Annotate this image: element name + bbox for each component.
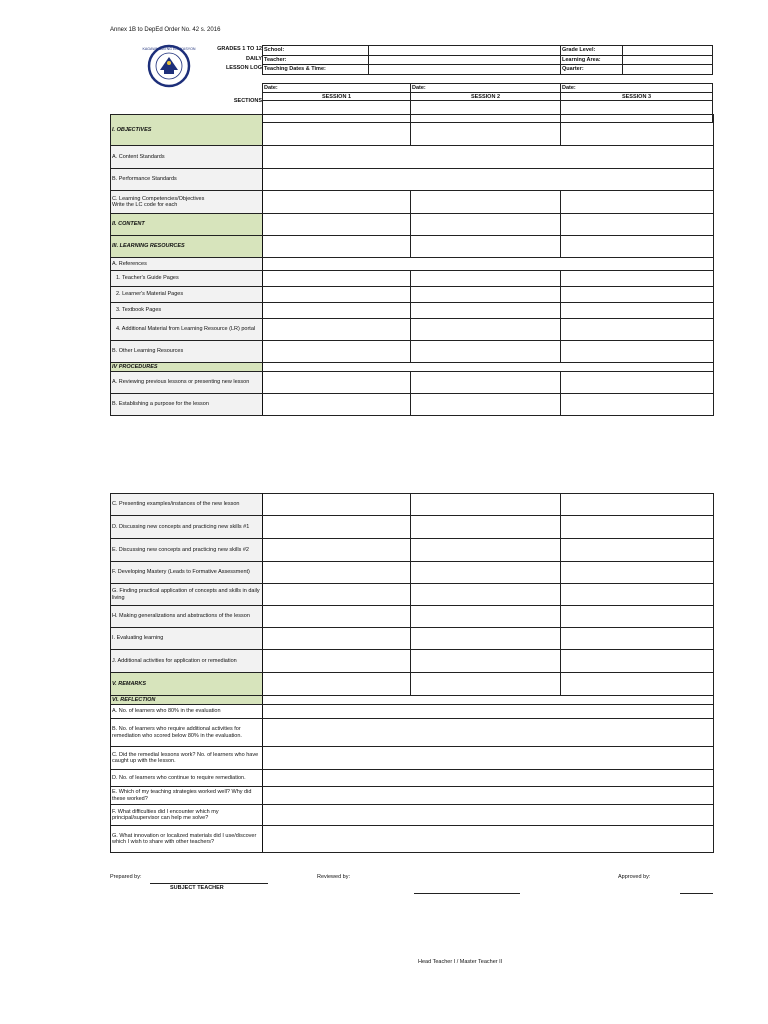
cell[interactable]: [263, 516, 411, 539]
cell[interactable]: [561, 562, 714, 584]
cell[interactable]: [411, 303, 561, 319]
practical-application-label: G. Finding practical application of concepts and skills in daily living: [111, 584, 263, 606]
cell[interactable]: [561, 287, 714, 303]
procedures-field[interactable]: [263, 363, 714, 372]
cell[interactable]: [263, 584, 411, 606]
cell[interactable]: [263, 341, 411, 363]
learning-area-label: Learning Area:: [561, 55, 623, 65]
reflection-d-field[interactable]: [263, 770, 714, 787]
cell[interactable]: [411, 341, 561, 363]
cell[interactable]: [263, 539, 411, 562]
dates-time-field[interactable]: [369, 65, 561, 75]
reviewed-by-line[interactable]: [414, 893, 520, 894]
cell[interactable]: [411, 584, 561, 606]
additional-activities-label: J. Additional activities for application or remediation: [111, 650, 263, 673]
subject-teacher-label: SUBJECT TEACHER: [170, 885, 224, 891]
reflection-heading: VI. REFLECTION: [111, 696, 263, 705]
references-field[interactable]: [263, 258, 714, 271]
cell[interactable]: [561, 341, 714, 363]
cell[interactable]: [263, 191, 411, 214]
learning-competencies-line2: Write the LC code for each: [112, 202, 178, 208]
cell[interactable]: [411, 628, 561, 650]
learning-competencies-line1: C. Learning Competencies/Objectives: [112, 195, 205, 202]
content-standards-field[interactable]: [263, 146, 714, 169]
cell[interactable]: [411, 236, 561, 258]
cell[interactable]: [561, 516, 714, 539]
cell[interactable]: [561, 303, 714, 319]
discussing-concepts-1-label: D. Discussing new concepts and practicing new skills #1: [111, 516, 263, 539]
learning-competencies-label: [111, 191, 263, 214]
reflection-e-label: E. Which of my teaching strategies worked well? Why did these worked?: [111, 787, 263, 805]
cell[interactable]: [411, 516, 561, 539]
cell[interactable]: [263, 673, 411, 696]
developing-mastery-label: F. Developing Mastery (Leads to Formative Assessment): [111, 562, 263, 584]
cell[interactable]: [263, 319, 411, 341]
cell[interactable]: [411, 394, 561, 416]
reflection-a-field[interactable]: [263, 705, 714, 719]
cell[interactable]: [561, 494, 714, 516]
reviewing-lessons-label: A. Reviewing previous lessons or presenting new lesson: [111, 372, 263, 394]
reflection-b-label: B. No. of learners who require additional activities for remediation who scored below 80% in the evaluation.: [111, 719, 263, 747]
references-label: A. References: [111, 258, 263, 271]
discussing-concepts-2-label: E. Discussing new concepts and practicing new skills #2: [111, 539, 263, 562]
session3-date[interactable]: Date:: [561, 84, 713, 93]
cell[interactable]: [561, 115, 714, 146]
cell[interactable]: [411, 319, 561, 341]
reflection-c-label: C. Did the remedial lessons work? No. of learners who have caught up with the lesson.: [111, 747, 263, 770]
approved-by-line[interactable]: [680, 893, 713, 894]
header-label-grades: GRADES 1 TO 12: [217, 46, 262, 52]
header-labels: [200, 45, 262, 74]
presenting-examples-label: C. Presenting examples/instances of the new lesson: [111, 494, 263, 516]
cell[interactable]: [263, 115, 411, 146]
cell[interactable]: [411, 191, 561, 214]
cell[interactable]: [561, 628, 714, 650]
reflection-f-label: F. What difficulties did I encounter which my principal/supervisor can help me solve?: [111, 805, 263, 826]
header-label-daily: DAILY: [246, 55, 262, 62]
cell[interactable]: [263, 287, 411, 303]
other-resources-label: B. Other Learning Resources: [111, 341, 263, 363]
reflection-e-field[interactable]: [263, 787, 714, 805]
cell[interactable]: [263, 606, 411, 628]
prepared-by-label: Prepared by:: [110, 874, 142, 880]
reflection-f-field[interactable]: [263, 805, 714, 826]
reflection-c-field[interactable]: [263, 747, 714, 770]
deped-seal: [140, 44, 198, 88]
cell[interactable]: [411, 115, 561, 146]
textbook-pages-label: 3. Textbook Pages: [111, 303, 263, 319]
session3-heading: SESSION 3: [561, 93, 713, 101]
reflection-d-label: D. No. of learners who continue to require remediation.: [111, 770, 263, 787]
lesson-log-table-part2: [110, 493, 714, 853]
reflection-b-field[interactable]: [263, 719, 714, 747]
cell[interactable]: [561, 394, 714, 416]
quarter-label: Quarter:: [561, 65, 623, 75]
cell[interactable]: [561, 214, 714, 236]
content-heading: II. CONTENT: [111, 214, 263, 236]
cell[interactable]: [561, 539, 714, 562]
reviewed-by-label: Reviewed by:: [317, 874, 351, 880]
cell[interactable]: [561, 673, 714, 696]
establishing-purpose-label: B. Establishing a purpose for the lesson: [111, 394, 263, 416]
teacher-label: Teacher:: [263, 55, 369, 65]
cell[interactable]: [561, 271, 714, 287]
cell[interactable]: [263, 214, 411, 236]
session2-heading: SESSION 2: [411, 93, 561, 101]
evaluating-learning-label: I. Evaluating learning: [111, 628, 263, 650]
reflection-field[interactable]: [263, 696, 714, 705]
cell[interactable]: [561, 191, 714, 214]
cell[interactable]: [561, 319, 714, 341]
session1-date[interactable]: Date:: [263, 84, 411, 93]
prepared-by-line[interactable]: [150, 883, 268, 884]
learning-area-field[interactable]: [623, 55, 713, 65]
cell[interactable]: [411, 494, 561, 516]
cell[interactable]: [263, 271, 411, 287]
cell[interactable]: [561, 650, 714, 673]
cell[interactable]: [561, 372, 714, 394]
approved-by-label: Approved by:: [618, 874, 651, 880]
cell[interactable]: [411, 271, 561, 287]
seal-lettering: KAGAWARAN NG EDUKASYON: [142, 47, 196, 51]
cell[interactable]: [263, 372, 411, 394]
header-label-lesson-log: LESSON LOG: [225, 65, 262, 71]
school-label: School:: [263, 46, 369, 56]
reflection-g-label: G. What innovation or localized materials did I use/discover which I wish to share with other teachers?: [111, 826, 263, 853]
header-info-table: [262, 45, 713, 75]
cell[interactable]: [411, 650, 561, 673]
dates-time-label: Teaching Dates & Time:: [263, 65, 369, 75]
lr-portal-label: 4. Additional Material from Learning Resource (LR) portal: [111, 319, 263, 341]
cell[interactable]: [561, 584, 714, 606]
cell[interactable]: [411, 287, 561, 303]
lesson-log-table-part1: [110, 114, 714, 416]
grade-level-field[interactable]: [623, 46, 713, 56]
teacher-field[interactable]: [369, 55, 561, 65]
performance-standards-field[interactable]: [263, 169, 714, 191]
annex-title: Annex 1B to DepEd Order No. 42 s. 2016: [110, 27, 221, 33]
learners-material-label: 2. Learner's Material Pages: [111, 287, 263, 303]
session1-heading: SESSION 1: [263, 93, 411, 101]
cell[interactable]: [411, 562, 561, 584]
remarks-heading: V. REMARKS: [111, 673, 263, 696]
generalizations-label: H. Making generalizations and abstractions of the lesson: [111, 606, 263, 628]
objectives-heading: I. OBJECTIVES: [111, 115, 263, 146]
teachers-guide-label: 1. Teacher's Guide Pages: [111, 271, 263, 287]
procedures-heading: IV PROCEDURES: [111, 363, 263, 372]
reflection-g-field[interactable]: [263, 826, 714, 853]
cell[interactable]: [263, 236, 411, 258]
head-teacher-label: Head Teacher I / Master Teacher II: [418, 959, 503, 965]
cell[interactable]: [263, 650, 411, 673]
cell[interactable]: [411, 214, 561, 236]
cell[interactable]: [411, 539, 561, 562]
reflection-a-label: A. No. of learners who 80% in the evaluation: [111, 705, 263, 719]
cell[interactable]: [411, 606, 561, 628]
content-standards-label: A. Content Standards: [111, 146, 263, 169]
grade-level-label: Grade Level:: [561, 46, 623, 56]
cell[interactable]: [263, 303, 411, 319]
learning-resources-heading: III. LEARNING RESOURCES: [111, 236, 263, 258]
performance-standards-label: B. Performance Standards: [111, 169, 263, 191]
cell[interactable]: [263, 562, 411, 584]
session2-date[interactable]: Date:: [411, 84, 561, 93]
quarter-field[interactable]: [623, 65, 713, 75]
cell[interactable]: [263, 394, 411, 416]
cell[interactable]: [411, 372, 561, 394]
cell[interactable]: [561, 606, 714, 628]
cell[interactable]: [263, 628, 411, 650]
sections-label: SECTIONS: [233, 98, 262, 104]
cell[interactable]: [561, 236, 714, 258]
cell[interactable]: [263, 494, 411, 516]
cell[interactable]: [411, 673, 561, 696]
school-field[interactable]: [369, 46, 561, 56]
